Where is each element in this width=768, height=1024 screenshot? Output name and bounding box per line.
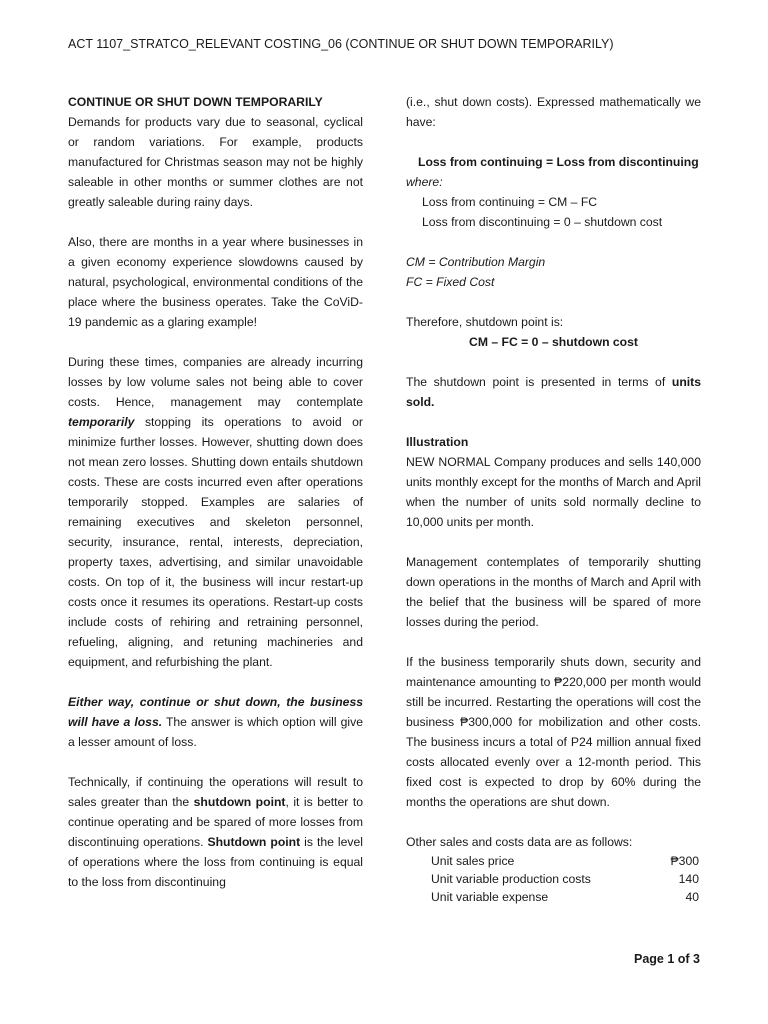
cost-value: 40 [685,890,699,904]
paragraph-continued: (i.e., shut down costs). Expressed mathematically we have: [406,95,701,129]
term-shutdown-point: shutdown point [193,795,286,809]
left-column [68,92,363,892]
costs-table [431,852,699,906]
cost-label: Unit variable expense [431,890,549,904]
illustration-heading: Illustration [406,435,469,449]
definition-fc: FC = Fixed Cost [406,275,495,289]
text: , it is better to continue operating and be spared of more losses from discontinuing operations. [68,795,363,849]
text: During these times, companies are already incurring losses by low volume sales not being able to cover costs. Hence, management may contemplate [68,355,363,409]
formula-main: Loss from continuing = Loss from discontinuing [418,155,699,169]
definition-cm: CM = Contribution Margin [406,255,546,269]
paragraph-losses [68,352,363,672]
right-column [406,92,701,906]
formula-discontinuing: Loss from discontinuing = 0 – shutdown cost [422,215,663,229]
cost-value: 140 [678,872,699,886]
where-label: where: [406,175,443,189]
therefore-label: Therefore, shutdown point is: [406,315,564,329]
paragraph-illustration-2: Management contemplates of temporarily shutting down operations in the months of March and April with the belief that the business will be spared of more losses during the period. [406,555,701,629]
section-heading: CONTINUE OR SHUT DOWN TEMPORARILY [68,95,323,109]
page-number: Page 1 of 3 [634,952,700,966]
paragraph-slowdowns: Also, there are months in a year where businesses in a given economy experience slowdowns caused by natural, psychological, environmental conditions of the place where the business operates. Take the CoViD-19 pandemic as a glaring example! [68,235,363,329]
text: stopping its operations to avoid or minimize further losses. However, shutting down does not mean zero losses. Shutting down entails shutdown costs. These are costs incurred even after operations temporarily stopped. Examples are salaries of remaining executives and skeleton personnel, security, insurance, rental, interests, depreciation, property taxes, advertising, and similar unavoidable costs. On top of it, the business will incur restart-up costs once it resumes its operations. Restart-up costs include costs of rehiring and retraining personnel, refueling, aligning, and retuning machineries and equipment, and refurbishing the plant. [68,415,363,669]
shutdown-formula: CM – FC = 0 – shutdown cost [469,335,638,349]
document-header: ACT 1107_STRATCO_RELEVANT COSTING_06 (CONTINUE OR SHUT DOWN TEMPORARILY) [68,37,614,51]
paragraph-technically [68,772,363,892]
cost-label: Unit sales price [431,854,515,868]
other-data-label: Other sales and costs data are as follows: [406,835,633,849]
table-row [431,888,699,906]
text: Technically, if continuing the operations will result to sales greater than the [68,775,363,809]
table-row [431,870,699,888]
table-row [431,852,699,870]
paragraph-demand: Demands for products vary due to seasonal, cyclical or random variations. For example, products manufactured for Christmas season may not be highly saleable in other months or summer clothes are not greatly saleable during rainy days. [68,115,363,209]
emphasis-either-way: Either way, continue or shut down, the business will have a loss. [68,695,363,729]
term-units-sold: units sold. [406,375,701,409]
term-shutdown-point-def: Shutdown point [207,835,301,849]
text: is the level of operations where the loss from continuing is equal to the loss from discontinuing [68,835,363,889]
emphasis-temporarily: temporarily [68,415,135,429]
cost-value: ₱300 [670,854,699,868]
formula-continuing: Loss from continuing = CM – FC [422,195,598,209]
paragraph-illustration-1: NEW NORMAL Company produces and sells 140,000 units monthly except for the months of March and April when the number of units sold normally decline to 10,000 units per month. [406,455,701,529]
cost-label: Unit variable production costs [431,872,591,886]
paragraph-units [406,372,701,412]
text: The answer is which option will give a lesser amount of loss. [68,715,363,749]
paragraph-either-way [68,692,363,752]
paragraph-illustration-3: If the business temporarily shuts down, security and maintenance amounting to ₱220,000 per month would still be incurred. Restarting the operations will cost the business ₱300,000 for mobilization and other costs. The business incurs a total of P24 million annual fixed costs allocated evenly over a 12-month period. This fixed cost is expected to drop by 60% during the months the operations are shut down. [406,655,701,809]
text: The shutdown point is presented in terms of [406,375,672,389]
